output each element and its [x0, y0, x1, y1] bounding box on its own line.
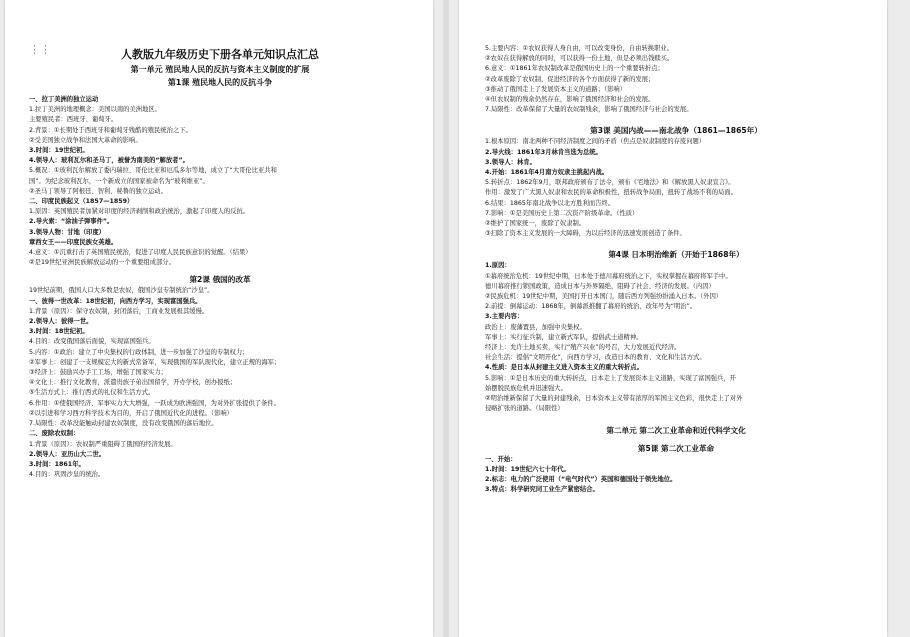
text-line: 3.领导人：林肯。: [485, 158, 536, 166]
text-line: 德川幕府推行锁国政策，造成日本与外界隔绝，阻碍了社会、经济的发展。（内因）: [485, 282, 715, 290]
text-line: 4.目的：巩固沙皇的统治。: [29, 471, 105, 479]
drag-handle-icon[interactable]: ⋮⋮: [29, 43, 51, 56]
document-page-left: [5, 0, 433, 637]
text-line: 3.时间：18世纪初。: [29, 328, 89, 336]
text-line: 6.作用：①使俄国经济、军事实力大大增强，一跃成为欧洲强国，为对外扩张提供了条件。: [29, 399, 280, 407]
text-line: ③扫除了资本主义发展的一大障碍，为以后经济的迅速发展创造了条件。: [485, 230, 686, 238]
text-line: 1.根本原因：南北两种不同经济制度之间的矛盾（焦点是奴隶制度的存废问题）: [485, 138, 706, 146]
text-line: 作用：激发了广大黑人奴隶和农民的革命积极性，扭转战争局面，扭转了战场不利的局面。: [485, 189, 737, 197]
text-line: 1.拉丁美洲的地理概念：美国以南的美洲地区。: [29, 106, 161, 114]
text-line: 2.标志：电力的广泛使用（“电气时代”）英国和德国处于领先地位。: [485, 475, 677, 483]
text-line: ②民族危机：19世纪中期，美国打开日本国门，随后西方列强纷纷涌入日本。（外因）: [485, 293, 723, 301]
text-line: 3.特点：科学研究同工业生产紧密结合。: [485, 486, 599, 494]
lesson-heading: 第2课 俄国的改革: [189, 275, 251, 285]
text-line: 5.转折点：1862年9月，联邦政府颁布了法令，颁布《宅地法》和《解放黑人奴隶宣言》。: [485, 179, 735, 187]
text-line: ⑤生活方式上：推行西式的礼仪和生活方式。: [29, 389, 155, 397]
text-line: 4.开始：1861年4月南方奴隶主挑起内战。: [485, 169, 609, 177]
text-line: 一、彼得一世改革：18世纪初，向西方学习，实现富国强兵。: [29, 297, 202, 305]
text-line: 2.导火索：“涂油子弹事件”。: [29, 218, 114, 226]
lesson-heading: 第1课 殖民地人民的反抗斗争: [167, 78, 273, 87]
text-line: 二、废除农奴制：: [29, 430, 80, 438]
text-line: 1.背景（原因）：保守农奴制，封闭落后，工商业发展极其缓慢。: [29, 307, 209, 315]
text-line: 1.原因：: [485, 262, 511, 270]
text-line: ②圣马丁领导了阿根廷、智利、秘鲁的独立运动。: [29, 187, 167, 195]
text-line: 章西女王——印度民族女英雄。: [29, 238, 118, 246]
text-line: ③经济上：鼓励兴办手工工场，增强了国家实力；: [29, 369, 167, 377]
text-line: 1.背景（原因）：农奴制严重阻碍了俄国的经济发展。: [29, 440, 177, 448]
text-line: ④文化上：推行文化教育，派遣贵族子弟出国留学，开办学校，创办报纸；: [29, 379, 237, 387]
text-line: 7.局限性：改革保留了大量的农奴制残余，影响了俄国经济与社会的发展。: [485, 106, 693, 114]
text-line: ②是19世纪亚洲民族解放运动的一个重要组成部分。: [29, 259, 175, 267]
unit-heading: 第二单元 第二次工业革命和近代科学文化: [606, 425, 746, 435]
lesson-heading: 第4课 日本明治维新（开始于1868年）: [608, 250, 744, 260]
text-line: 5.概况：①玻利瓦尔解放了委内瑞拉、哥伦比亚和厄瓜多尔等地，成立了“大哥伦比亚共和: [29, 167, 277, 175]
text-line: ②受美国独立战争和法国大革命的影响。: [29, 136, 142, 144]
text-line: 5.影响：①是日本历史的重大转折点，日本走上了发展资本主义道路，实现了富国强兵，开: [485, 374, 736, 382]
text-line: 1.时间：19世纪六七十年代。: [485, 465, 570, 473]
text-line: 5.内容：①政治：建立了中央集权的行政体制，进一步加强了沙皇的专制权力；: [29, 348, 249, 356]
text-line: ②农奴在获得解放的同时，可以获得一份土地，但是必须出钱赎买。: [485, 55, 674, 63]
document-title: 人教版九年级历史下册各单元知识点汇总: [121, 48, 319, 61]
page-content: [29, 43, 411, 480]
text-line: 4.性质：是日本从封建主义进入资本主义的重大转折点。: [485, 364, 643, 372]
text-line: ②维护了国家统一，废除了奴隶制。: [485, 220, 586, 228]
text-line: 军事上：实行征兵制，建立新式军队，提倡武士道精神。: [485, 333, 643, 341]
text-line: ④但农奴制的残余仍然存在，影响了俄国经济和社会的发展。: [485, 96, 655, 104]
text-line: 政治上：废藩置县，加强中央集权。: [485, 323, 586, 331]
text-line: 19世纪前期，俄国人口大多数是农奴，俄国沙皇专制统治“沙皇”。: [29, 287, 214, 295]
page-content: [485, 44, 867, 495]
text-line: 3.时间：19世纪初。: [29, 147, 89, 155]
text-line: ②改革废除了农奴制，促进经济的各个方面获得了新的发展；: [485, 75, 655, 83]
text-line: 4.领导人：玻利瓦尔和圣马丁，被誉为南美的“解放者”。: [29, 157, 189, 165]
text-line: 一、开始：: [485, 455, 517, 463]
unit-heading: 第一单元 殖民地人民的反抗与资本主义制度的扩展: [130, 65, 310, 74]
text-line: 一、拉丁美洲的独立运动: [29, 96, 99, 103]
lesson-heading: 第3课 美国内战——南北战争（1861—1865年）: [590, 126, 762, 136]
text-line: 5.主要内容：①农奴获得人身自由，可以改变身份，自由转换职业。: [485, 45, 673, 52]
text-line: 2.领导人：彼得一世。: [29, 318, 93, 326]
text-line: 6.意义：①1861年农奴制改革是俄国历史上的一个重要转折点；: [485, 65, 664, 73]
text-line: 始摆脱民族危机并迅速强大。: [485, 384, 567, 392]
text-line: 经济上：允许土地买卖，实行“殖产兴业”的号召，大力发展近代经济。: [485, 344, 681, 352]
text-line: 1.原因：英国殖民者加紧对印度的经济剥削和政治统治，激起了印度人的反抗。: [29, 208, 250, 216]
text-line: 侵略扩张的道路。（局限性）: [485, 405, 564, 413]
text-line: 2.领导人：亚历山大二世。: [29, 450, 106, 458]
text-line: ②以引进和学习西方科学技术为目的，开启了俄国近代化的进程。（影响）: [29, 409, 233, 417]
text-line: 3.时间：1861年。: [29, 460, 85, 468]
text-line: 3.领导人物：甘地（印度）: [29, 228, 106, 236]
text-line: 6.结果：1865年南北战争以北方胜利而告终。: [485, 199, 615, 207]
text-line: ③推动了俄国走上了发展资本主义的道路；（影响）: [485, 85, 627, 93]
text-line: 3.主要内容：: [485, 313, 524, 321]
text-line: 主要殖民者：西班牙、葡萄牙。: [29, 116, 118, 124]
text-line: 7.局限性：改革没能触动封建农奴制度，没有改变俄国的落后地位。: [29, 420, 218, 428]
text-line: 2.前提：倒幕运动：1868年，倒幕派推翻了幕府的统治，改年号为“明治”。: [485, 303, 697, 311]
text-line: 2.背景：①长期处于西班牙和葡萄牙残酷的殖民统治之下。: [29, 126, 192, 134]
text-line: ①幕府统治危机：19世纪中期，日本处于德川幕府统治之下，实权掌握在幕府将军手中。: [485, 272, 732, 280]
text-line: 2.导火线：1861年3月林肯当选为总统。: [485, 148, 602, 156]
text-line: 国”。为纪念玻利瓦尔，一个新成立的国家被命名为“玻利维亚”。: [29, 177, 209, 185]
text-line: ②军事上：创建了一支规模宏大的新式常备军，实现俄国的军队现代化，建立正规的海军；: [29, 358, 281, 366]
text-line: 社会生活：提倡“文明开化”，向西方学习，改造日本的教育、文化和生活方式。: [485, 354, 706, 362]
text-line: 4.意义：①沉重打击了英国殖民统治，促进了印度人民民族意识的觉醒。（结果）: [29, 249, 252, 257]
document-page-right: [459, 0, 887, 637]
lesson-heading: 第5课 第二次工业革命: [637, 443, 715, 453]
text-line: ②明治维新保留了大量的封建残余，日本资本主义带有浓厚的军国主义色彩，很快走上了对外: [485, 395, 743, 403]
text-line: 4.目的：改变俄国落后面貌，实现富国强兵。: [29, 338, 155, 346]
text-line: 7.影响：①是美国历史上第二次资产阶级革命。（性质）: [485, 209, 639, 217]
text-line: 二、印度民族起义（1857—1859）: [29, 198, 134, 206]
page-gap: [443, 0, 449, 637]
